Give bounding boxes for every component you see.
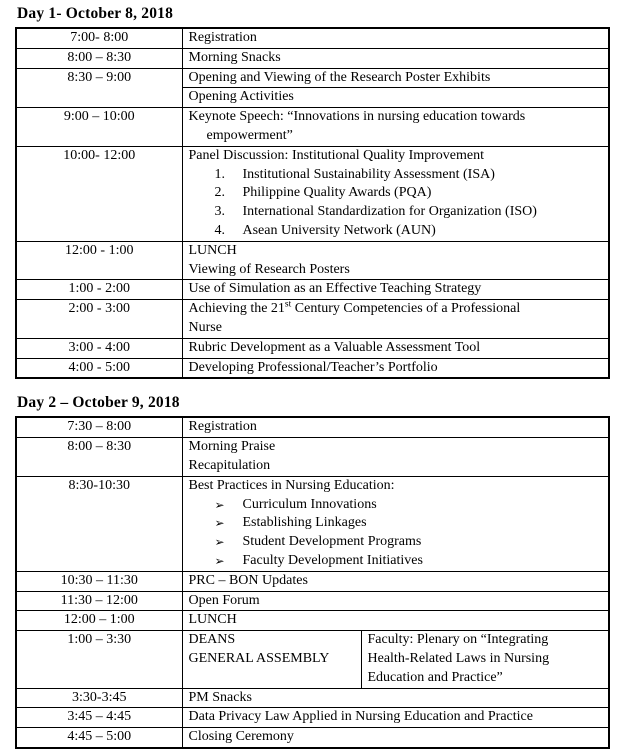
time-cell: 12:00 – 1:00 — [16, 611, 182, 631]
time-cell: 11:30 – 12:00 — [16, 591, 182, 611]
activity-line: GENERAL ASSEMBLY — [188, 650, 330, 666]
table-row — [16, 300, 609, 339]
time-cell: 2:00 - 3:00 — [16, 300, 182, 339]
activity-line: Viewing of Research Posters — [188, 261, 350, 277]
activity-cell — [182, 146, 609, 241]
bullet-item-text: Student Development Programs — [242, 534, 422, 550]
table-row — [16, 417, 609, 437]
activity-line: LUNCH — [188, 242, 237, 258]
activity-cell: PRC – BON Updates — [182, 571, 609, 591]
bullet-item — [215, 514, 603, 533]
numbered-item — [215, 184, 603, 203]
bullet-item-text: Faculty Development Initiatives — [242, 552, 423, 568]
time-cell: 3:45 – 4:45 — [16, 708, 182, 728]
activity-line: empowerment” — [206, 127, 293, 143]
activity-text: Achieving the 21 — [188, 301, 285, 317]
numbered-item-text: Institutional Sustainability Assessment (ISA) — [242, 166, 495, 182]
activity-cell: Opening Activities — [182, 88, 609, 108]
activity-line: Faculty: Plenary on “Integrating — [367, 632, 549, 648]
time-cell: 9:00 – 10:00 — [16, 108, 182, 147]
table-row — [16, 68, 609, 88]
number-marker: 1. — [214, 166, 225, 182]
bullet-item — [215, 533, 603, 552]
activity-text: Century Competencies of a Professional — [291, 301, 521, 317]
table-row — [16, 438, 609, 477]
numbered-item — [215, 222, 603, 241]
time-cell: 4:00 - 5:00 — [16, 358, 182, 378]
day2-schedule-table — [15, 416, 610, 749]
table-row — [16, 358, 609, 378]
activity-cell: Registration — [182, 28, 609, 48]
activity-cell — [182, 108, 609, 147]
time-cell: 3:30-3:45 — [16, 688, 182, 708]
table-row — [16, 571, 609, 591]
faculty-cell — [361, 631, 609, 688]
numbered-item-text: Philippine Quality Awards (PQA) — [242, 185, 432, 201]
number-marker: 3. — [214, 204, 225, 220]
time-cell: 10:30 – 11:30 — [16, 571, 182, 591]
activity-heading: Panel Discussion: Institutional Quality Improvement — [188, 147, 485, 163]
table-row — [16, 280, 609, 300]
activity-cell: Use of Simulation as an Effective Teaching Strategy — [182, 280, 609, 300]
numbered-item — [215, 203, 603, 222]
activity-cell: LUNCH — [182, 611, 609, 631]
bullet-item-text: Establishing Linkages — [242, 515, 367, 531]
table-row — [16, 48, 609, 68]
number-marker: 4. — [214, 222, 225, 238]
activity-cell — [182, 476, 609, 571]
arrowhead-bullet-icon: ➢ — [214, 553, 225, 568]
table-row — [16, 611, 609, 631]
table-row — [16, 28, 609, 48]
time-cell: 3:00 - 4:00 — [16, 338, 182, 358]
time-cell: 8:00 – 8:30 — [16, 438, 182, 477]
time-cell: 4:45 – 5:00 — [16, 728, 182, 748]
activity-line: Health-Related Laws in Nursing — [367, 650, 550, 666]
activity-line: Recapitulation — [188, 457, 271, 473]
activity-line — [189, 300, 603, 319]
activity-cell: Data Privacy Law Applied in Nursing Education and Practice — [182, 708, 609, 728]
bullet-item-text: Curriculum Innovations — [242, 496, 377, 512]
deans-cell — [182, 631, 361, 688]
table-row — [16, 338, 609, 358]
activity-cell: Morning Snacks — [182, 48, 609, 68]
time-cell: 7:00- 8:00 — [16, 28, 182, 48]
activity-cell: Closing Ceremony — [182, 728, 609, 748]
day2-title: Day 2 – October 9, 2018 — [17, 394, 180, 412]
activity-line: Morning Praise — [188, 439, 276, 455]
arrowhead-bullet-icon: ➢ — [214, 516, 225, 531]
activity-cell: Registration — [182, 417, 609, 437]
activity-cell: Open Forum — [182, 591, 609, 611]
table-row — [16, 476, 609, 571]
activity-cell — [182, 438, 609, 477]
superscript: st — [284, 299, 292, 310]
arrowhead-bullet-icon: ➢ — [214, 535, 225, 550]
table-row — [16, 688, 609, 708]
activity-line: Keynote Speech: “Innovations in nursing education towards — [188, 109, 526, 125]
numbered-item — [215, 166, 603, 185]
day1-title: Day 1- October 8, 2018 — [17, 5, 174, 22]
table-row — [16, 631, 609, 688]
time-cell: 8:00 – 8:30 — [16, 48, 182, 68]
bullet-item — [215, 552, 603, 571]
table-row — [16, 108, 609, 147]
activity-line: DEANS — [188, 632, 236, 648]
activity-cell: PM Snacks — [182, 688, 609, 708]
table-row — [16, 146, 609, 241]
table-row — [16, 728, 609, 748]
time-cell: 8:30-10:30 — [16, 476, 182, 571]
time-cell: 10:00- 12:00 — [16, 146, 182, 241]
day1-schedule-table — [15, 27, 610, 379]
time-cell: 1:00 - 2:00 — [16, 280, 182, 300]
activity-cell: Rubric Development as a Valuable Assessment Tool — [182, 338, 609, 358]
time-cell: 8:30 – 9:00 — [16, 68, 182, 108]
number-marker: 2. — [214, 185, 225, 201]
bullet-item — [215, 496, 603, 515]
activity-cell — [182, 241, 609, 280]
activity-line: Nurse — [188, 319, 222, 335]
table-row — [16, 708, 609, 728]
activity-cell: Developing Professional/Teacher’s Portfolio — [182, 358, 609, 378]
time-cell: 12:00 - 1:00 — [16, 241, 182, 280]
activity-cell: Opening and Viewing of the Research Poster Exhibits — [182, 68, 609, 88]
numbered-item-text: Asean University Network (AUN) — [242, 222, 436, 238]
numbered-item-text: International Standardization for Organization (ISO) — [242, 204, 537, 220]
activity-heading: Best Practices in Nursing Education: — [188, 477, 395, 493]
time-cell: 1:00 – 3:30 — [16, 631, 182, 688]
activity-line: Education and Practice” — [367, 669, 503, 685]
time-cell: 7:30 – 8:00 — [16, 417, 182, 437]
table-row — [16, 591, 609, 611]
table-row — [16, 241, 609, 280]
arrowhead-bullet-icon: ➢ — [214, 497, 225, 512]
activity-cell — [182, 300, 609, 339]
